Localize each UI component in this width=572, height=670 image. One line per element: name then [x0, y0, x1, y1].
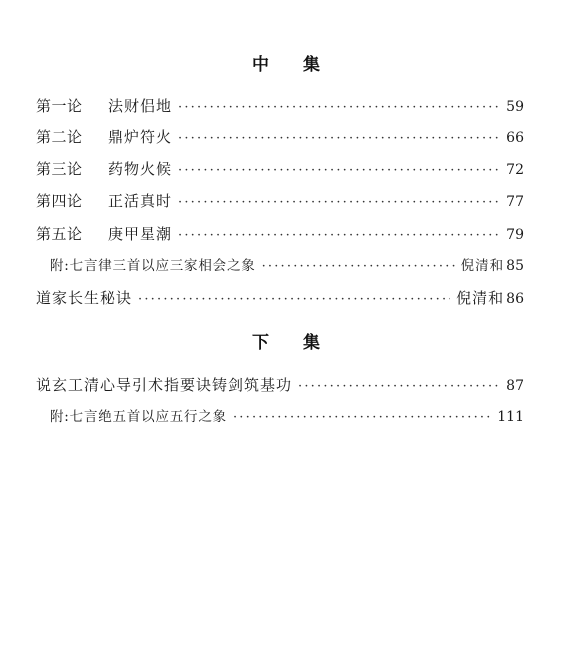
appendix-title: 附:七言律三首以应三家相会之象 [50, 258, 256, 274]
leader-dots [178, 193, 500, 213]
chapter-number: 第一论 [36, 97, 83, 115]
chapter-number: 第四论 [36, 192, 83, 210]
page-number: 86 [506, 291, 524, 307]
section-title-lower: 下 集 [252, 333, 334, 353]
chapter-title: 正活真时 [108, 192, 173, 210]
chapter-title: 法财侣地 [108, 97, 173, 115]
leader-dots [178, 161, 500, 181]
chapter-number: 第三论 [36, 160, 83, 178]
page-number: 87 [506, 378, 524, 394]
section-title-middle: 中 集 [252, 55, 334, 75]
toc-entry[interactable] [36, 159, 524, 179]
page-number: 59 [506, 99, 524, 115]
leader-dots [178, 129, 500, 149]
toc-entry[interactable] [36, 127, 524, 147]
chapter-title: 庚甲星潮 [108, 225, 173, 243]
page-number: 79 [506, 227, 524, 243]
chapter-number: 第二论 [36, 128, 83, 146]
page-number: 77 [506, 194, 524, 210]
page-number: 72 [506, 162, 524, 178]
toc-entry[interactable] [36, 191, 524, 211]
chapter-title: 药物火候 [108, 160, 173, 178]
leader-dots [138, 290, 450, 310]
toc-entry[interactable] [50, 407, 524, 427]
page-number: 111 [497, 409, 524, 425]
page-number: 66 [506, 130, 524, 146]
toc-entry[interactable] [36, 288, 524, 308]
author-name: 倪清和 [456, 289, 505, 307]
leader-dots [298, 377, 500, 397]
chapter-number: 第五论 [36, 225, 83, 243]
appendix-title: 附:七言绝五首以应五行之象 [50, 409, 227, 425]
leader-dots [178, 226, 500, 246]
chapter-title: 鼎炉符火 [108, 128, 173, 146]
toc-entry[interactable] [50, 256, 524, 276]
entry-title: 道家长生秘诀 [36, 289, 133, 307]
toc-entry[interactable] [36, 96, 524, 116]
toc-entry[interactable] [36, 375, 524, 395]
leader-dots [233, 408, 491, 428]
author-name: 倪清和 [460, 258, 505, 274]
leader-dots [178, 98, 500, 118]
leader-dots [262, 257, 455, 277]
page-number: 85 [506, 258, 524, 274]
entry-title: 说玄工清心导引术指要诀铸剑筑基功 [36, 376, 293, 394]
toc-entry[interactable] [36, 224, 524, 244]
